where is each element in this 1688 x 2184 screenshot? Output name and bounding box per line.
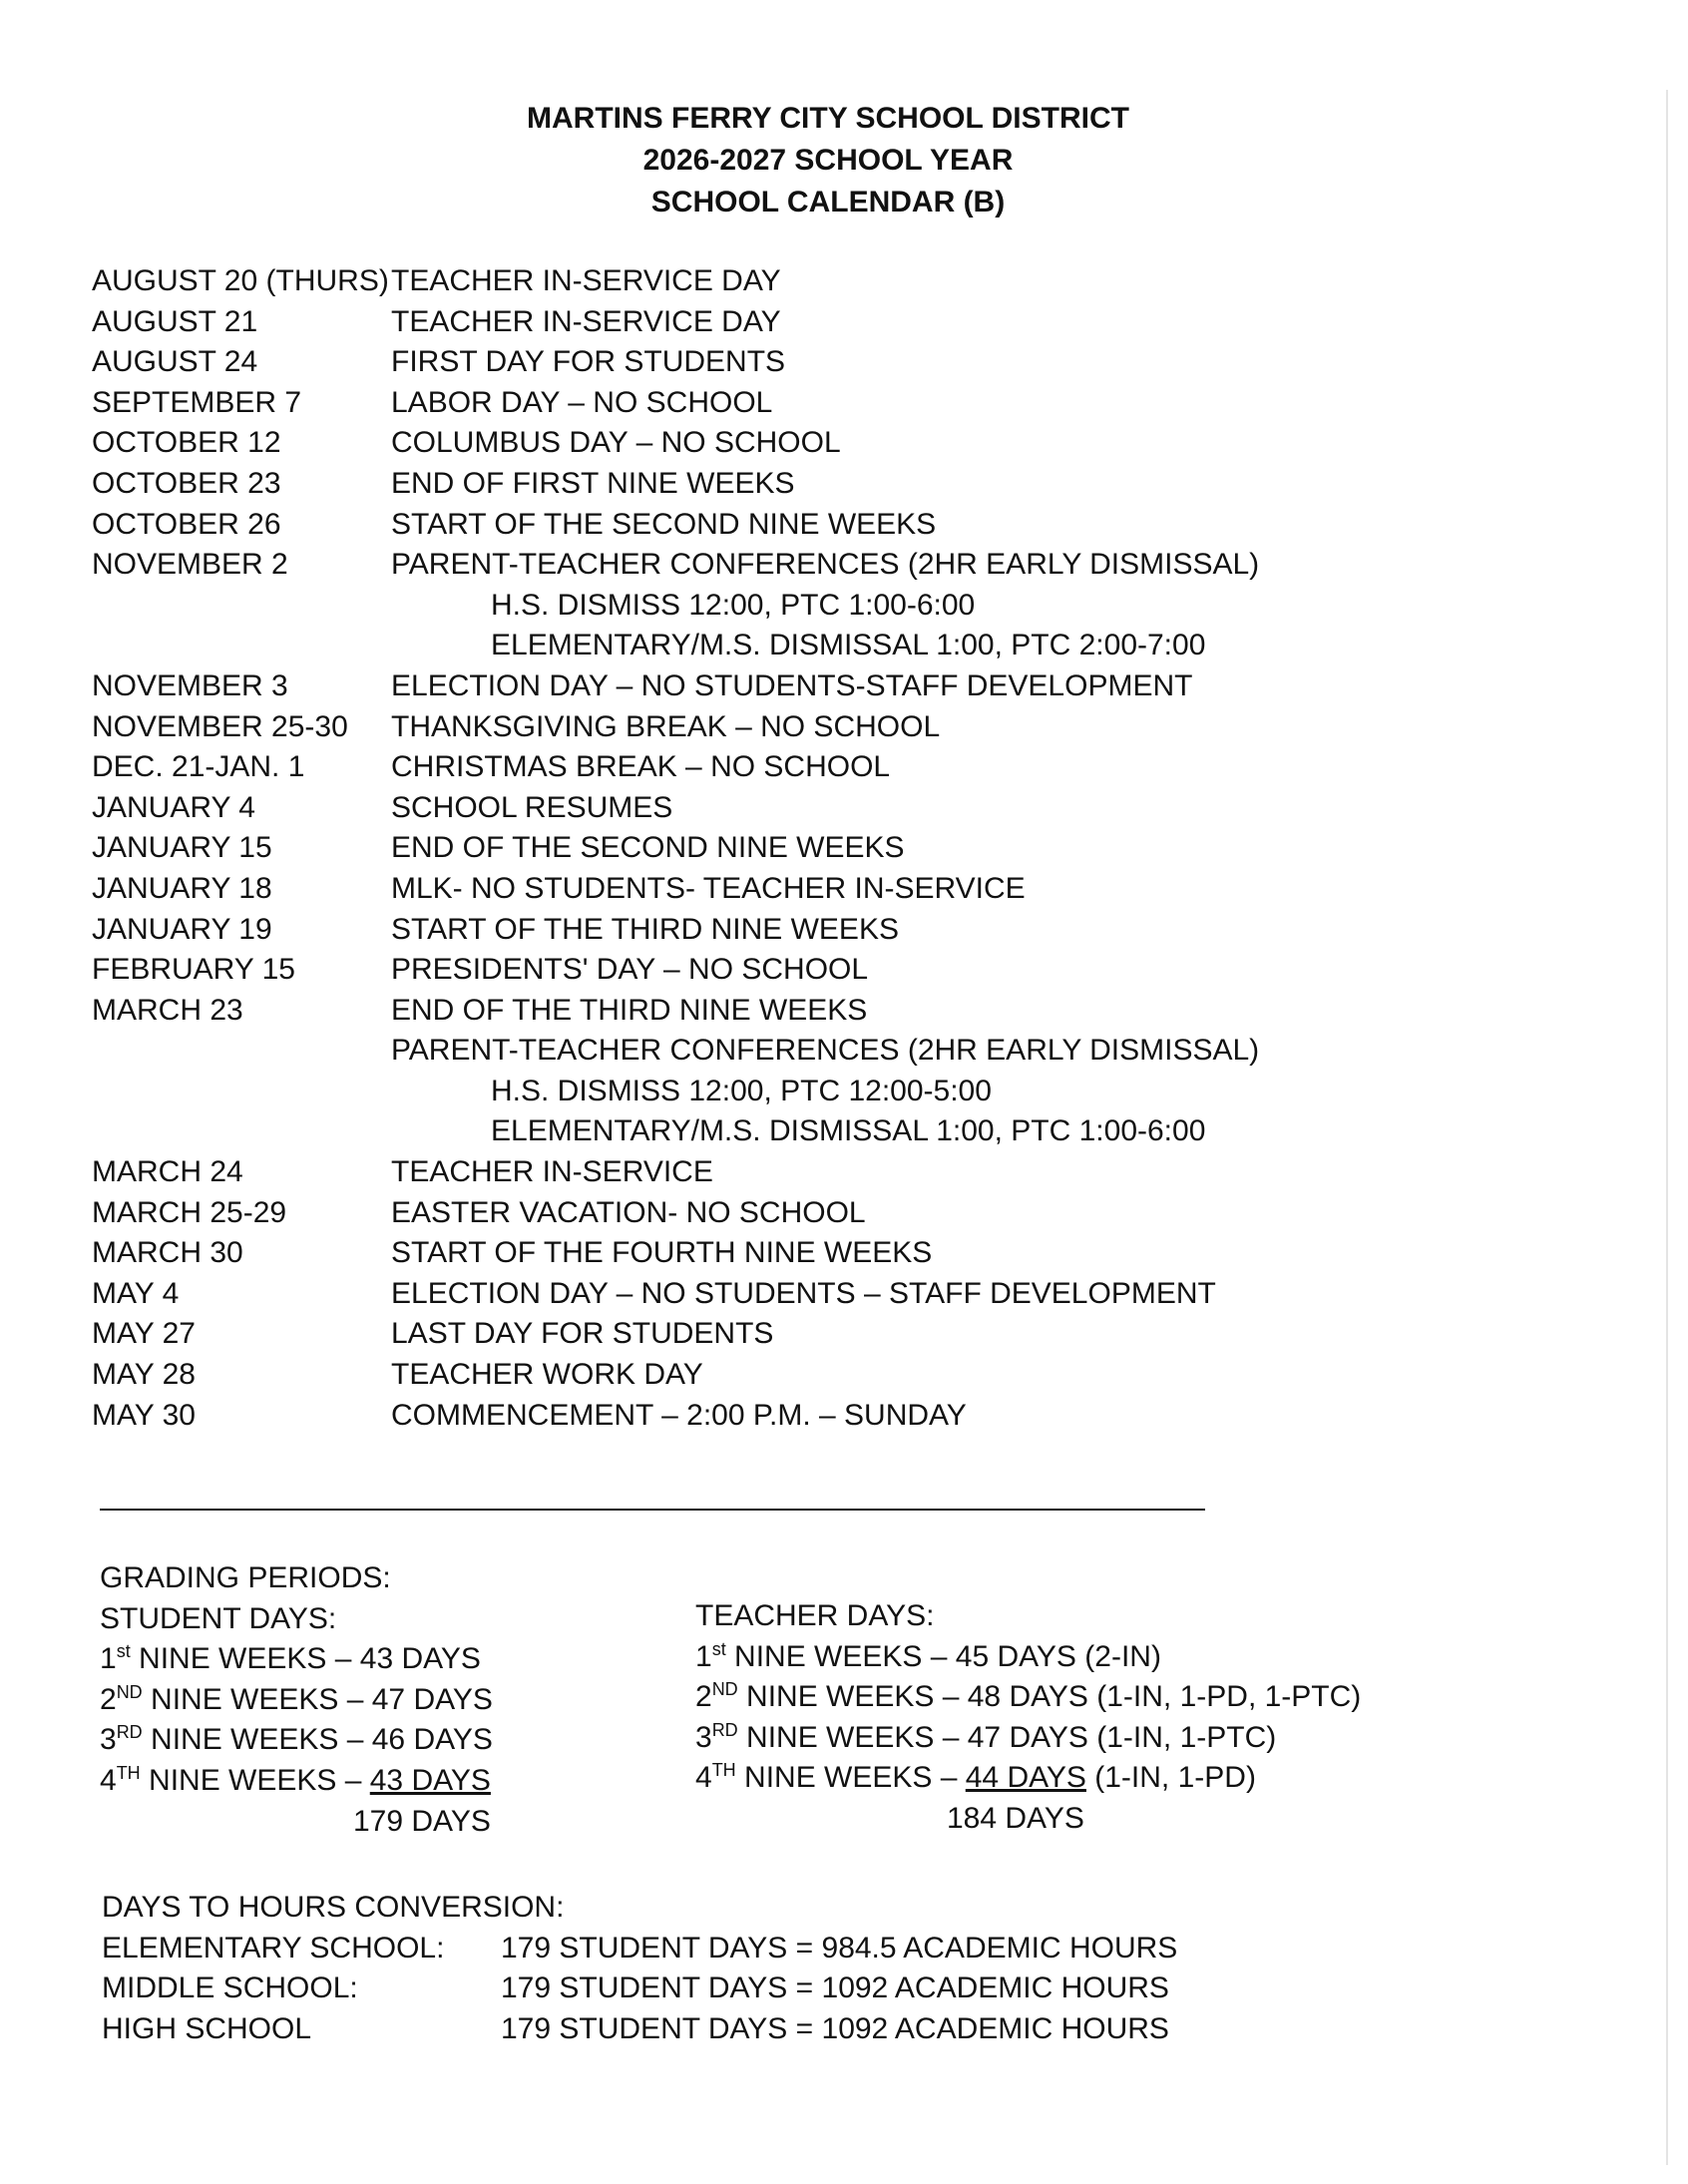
teacher-days-heading: TEACHER DAYS:: [695, 1599, 935, 1632]
schedule-row: [92, 423, 1249, 464]
teacher-days-block: [695, 1596, 1361, 1840]
period-label: NINE WEEKS –: [130, 1642, 360, 1676]
teacher-period-row: [695, 1677, 1361, 1718]
student-period-row: [100, 1761, 493, 1802]
period-ordinal: ND: [711, 1679, 738, 1700]
schedule-date: NOVEMBER 3: [92, 668, 288, 702]
period-days: 45 DAYS: [955, 1639, 1076, 1673]
schedule-event: ELECTION DAY – NO STUDENTS – STAFF DEVELOPMENT: [391, 1276, 1216, 1310]
schedule-row: [92, 464, 1249, 505]
schedule-date: NOVEMBER 25-30: [92, 709, 348, 743]
district-title: MARTINS FERRY CITY SCHOOL DISTRICT: [527, 102, 1129, 135]
schedule-event: LAST DAY FOR STUDENTS: [391, 1317, 774, 1351]
period-ordinal: TH: [116, 1762, 141, 1783]
period-extra: (1-IN, 1-PD): [1085, 1761, 1256, 1795]
schedule-row: [92, 1193, 1249, 1234]
schedule-event: H.S. DISMISS 12:00, PTC 12:00-5:00: [491, 1074, 992, 1107]
schedule-subrow: [92, 1111, 1249, 1152]
period-number: 2: [695, 1680, 712, 1714]
schedule-subrow: [92, 626, 1249, 666]
schedule-row: [92, 342, 1249, 383]
teacher-period-row: [695, 1758, 1361, 1799]
period-label: NINE WEEKS –: [142, 1723, 372, 1757]
teacher-period-row: [695, 1637, 1361, 1678]
period-days: 47 DAYS: [967, 1720, 1088, 1754]
section-divider: [100, 1509, 1205, 1511]
period-days: 46 DAYS: [371, 1723, 493, 1757]
schedule-date: JANUARY 18: [92, 871, 272, 905]
schedule-event: COMMENCEMENT – 2:00 P.M. – SUNDAY: [391, 1398, 967, 1432]
schedule-event: COLUMBUS DAY – NO SCHOOL: [391, 426, 841, 460]
schedule-date: JANUARY 4: [92, 790, 255, 824]
schedule-date: AUGUST 24: [92, 345, 258, 379]
conversion-row: [102, 1929, 1177, 1969]
schedule-row: [92, 747, 1249, 788]
period-number: 4: [100, 1763, 117, 1797]
grading-periods-title: GRADING PERIODS:: [100, 1561, 391, 1594]
schedule-event: ELECTION DAY – NO STUDENTS-STAFF DEVELOPMENT: [391, 668, 1193, 702]
period-number: 1: [695, 1639, 712, 1673]
schedule-event: ELEMENTARY/M.S. DISMISSAL 1:00, PTC 1:00-6:00: [491, 1114, 1206, 1148]
teacher-days-total: 184 DAYS: [947, 1801, 1084, 1835]
schedule-row: [92, 788, 1249, 829]
period-label: NINE WEEKS –: [725, 1639, 956, 1673]
schedule-event: MLK- NO STUDENTS- TEACHER IN-SERVICE: [391, 871, 1026, 905]
schedule-date: SEPTEMBER 7: [92, 385, 302, 419]
schedule-event: EASTER VACATION- NO SCHOOL: [391, 1195, 866, 1229]
schedule-event: H.S. DISMISS 12:00, PTC 1:00-6:00: [491, 588, 976, 622]
period-days: 47 DAYS: [371, 1682, 493, 1716]
schedule-date: MARCH 30: [92, 1236, 243, 1270]
schedule-row: [92, 828, 1249, 869]
schedule-row: [92, 383, 1249, 424]
schedule-row: [92, 1355, 1249, 1396]
conversion-row: [102, 1968, 1177, 2009]
schedule-date: OCTOBER 23: [92, 466, 281, 500]
period-days: 44 DAYS: [965, 1761, 1086, 1795]
schedule-row: [92, 302, 1249, 343]
period-days: 43 DAYS: [359, 1642, 481, 1676]
student-period-row: [100, 1720, 493, 1761]
schedule-event: PRESIDENTS' DAY – NO SCHOOL: [391, 953, 869, 987]
schedule-event: END OF FIRST NINE WEEKS: [391, 466, 795, 500]
conversion-title: DAYS TO HOURS CONVERSION:: [102, 1891, 565, 1924]
period-ordinal: RD: [711, 1719, 738, 1740]
schedule-date: AUGUST 21: [92, 304, 258, 338]
period-number: 1: [100, 1642, 117, 1676]
student-period-row: [100, 1639, 493, 1680]
schedule-row: [92, 1314, 1249, 1355]
period-extra: (1-IN, 1-PTC): [1087, 1720, 1277, 1754]
schedule-date: FEBRUARY 15: [92, 953, 295, 987]
school-level: ELEMENTARY SCHOOL:: [102, 1931, 445, 1965]
student-days-block: [100, 1558, 493, 1842]
student-days-total: 179 DAYS: [353, 1804, 491, 1838]
schedule-subrow: [92, 586, 1249, 627]
schedule-row: [92, 1152, 1249, 1193]
schedule-event: START OF THE SECOND NINE WEEKS: [391, 507, 937, 541]
schedule-date: MAY 30: [92, 1398, 196, 1432]
schedule-date: MARCH 23: [92, 993, 243, 1027]
schedule-date: OCTOBER 12: [92, 426, 281, 460]
period-extra: (1-IN, 1-PD, 1-PTC): [1087, 1680, 1362, 1714]
schedule-event: START OF THE THIRD NINE WEEKS: [391, 912, 899, 946]
period-days: 43 DAYS: [369, 1763, 491, 1797]
schedule-event: START OF THE FOURTH NINE WEEKS: [391, 1236, 933, 1270]
schedule-row: [92, 261, 1249, 302]
period-ordinal: st: [711, 1638, 726, 1659]
schedule-date: JANUARY 19: [92, 912, 272, 946]
period-ordinal: ND: [116, 1681, 143, 1702]
page-edge-line: [1666, 90, 1668, 2165]
schedule-row: [92, 1274, 1249, 1315]
period-label: NINE WEEKS –: [735, 1761, 966, 1795]
hours-conversion-block: [102, 1888, 1177, 2049]
academic-hours: 179 STUDENT DAYS = 1092 ACADEMIC HOURS: [501, 2011, 1169, 2045]
schedule-date: JANUARY 15: [92, 831, 272, 865]
schedule-event: PARENT-TEACHER CONFERENCES (2HR EARLY DISMISSAL): [391, 548, 1260, 582]
period-ordinal: RD: [116, 1722, 143, 1743]
period-label: NINE WEEKS –: [140, 1763, 370, 1797]
period-ordinal: st: [116, 1641, 131, 1662]
schedule-subrow: [92, 1072, 1249, 1112]
schedule-row: [92, 1031, 1260, 1072]
period-label: NINE WEEKS –: [737, 1720, 968, 1754]
schedule-date: MAY 28: [92, 1358, 196, 1392]
schedule-event: TEACHER IN-SERVICE: [391, 1155, 713, 1189]
schedule-event: THANKSGIVING BREAK – NO SCHOOL: [391, 709, 941, 743]
period-label: NINE WEEKS –: [142, 1682, 372, 1716]
schedule-event: TEACHER IN-SERVICE DAY: [391, 304, 781, 338]
schedule-row: [92, 1233, 1249, 1274]
period-ordinal: TH: [711, 1760, 736, 1781]
schedule-row: [92, 869, 1249, 910]
schedule-date: DEC. 21-JAN. 1: [92, 750, 305, 784]
schedule-event: FIRST DAY FOR STUDENTS: [391, 345, 786, 379]
calendar-title: SCHOOL CALENDAR (B): [650, 186, 1006, 218]
schedule-event: PARENT-TEACHER CONFERENCES (2HR EARLY DISMISSAL): [391, 1034, 1260, 1068]
academic-hours: 179 STUDENT DAYS = 1092 ACADEMIC HOURS: [501, 1971, 1169, 2005]
conversion-row: [102, 2009, 1177, 2050]
schedule-row: [92, 1396, 1249, 1437]
period-extra: (2-IN): [1075, 1639, 1161, 1673]
schedule-date: MAY 27: [92, 1317, 196, 1351]
period-number: 4: [695, 1761, 712, 1795]
schedule-row: [92, 666, 1249, 707]
student-days-heading: STUDENT DAYS:: [100, 1601, 337, 1635]
schedule-date: MARCH 25-29: [92, 1195, 287, 1229]
period-number: 3: [100, 1723, 117, 1757]
schedule-date: OCTOBER 26: [92, 507, 281, 541]
period-days: 48 DAYS: [967, 1680, 1088, 1714]
schedule-list: [92, 261, 1260, 1436]
schedule-date: AUGUST 20 (THURS): [92, 264, 389, 297]
schedule-event: CHRISTMAS BREAK – NO SCHOOL: [391, 750, 891, 784]
student-period-row: [100, 1680, 493, 1721]
teacher-period-row: [695, 1718, 1361, 1759]
period-label: NINE WEEKS –: [737, 1680, 968, 1714]
schedule-date: MARCH 24: [92, 1155, 243, 1189]
schedule-row: [92, 505, 1249, 546]
schedule-row: [92, 910, 1249, 951]
schedule-event: TEACHER IN-SERVICE DAY: [391, 264, 781, 297]
schedule-event: SCHOOL RESUMES: [391, 790, 673, 824]
academic-hours: 179 STUDENT DAYS = 984.5 ACADEMIC HOURS: [501, 1931, 1178, 1965]
schedule-event: END OF THE THIRD NINE WEEKS: [391, 993, 868, 1027]
schedule-row: [92, 707, 1249, 748]
schedule-event: LABOR DAY – NO SCHOOL: [391, 385, 773, 419]
document-header: [459, 98, 1197, 223]
schedule-event: ELEMENTARY/M.S. DISMISSAL 1:00, PTC 2:00-7:00: [491, 629, 1206, 662]
schedule-event: END OF THE SECOND NINE WEEKS: [391, 831, 905, 865]
period-number: 3: [695, 1720, 712, 1754]
schedule-event: TEACHER WORK DAY: [391, 1358, 703, 1392]
schedule-date: MAY 4: [92, 1276, 180, 1310]
school-year-title: 2026-2027 SCHOOL YEAR: [642, 144, 1014, 177]
school-level: MIDDLE SCHOOL:: [102, 1971, 358, 2005]
schedule-row: [92, 950, 1249, 991]
schedule-date: NOVEMBER 2: [92, 548, 288, 582]
school-level: HIGH SCHOOL: [102, 2011, 312, 2045]
schedule-row: [92, 545, 1260, 586]
period-number: 2: [100, 1682, 117, 1716]
schedule-row: [92, 991, 1249, 1032]
